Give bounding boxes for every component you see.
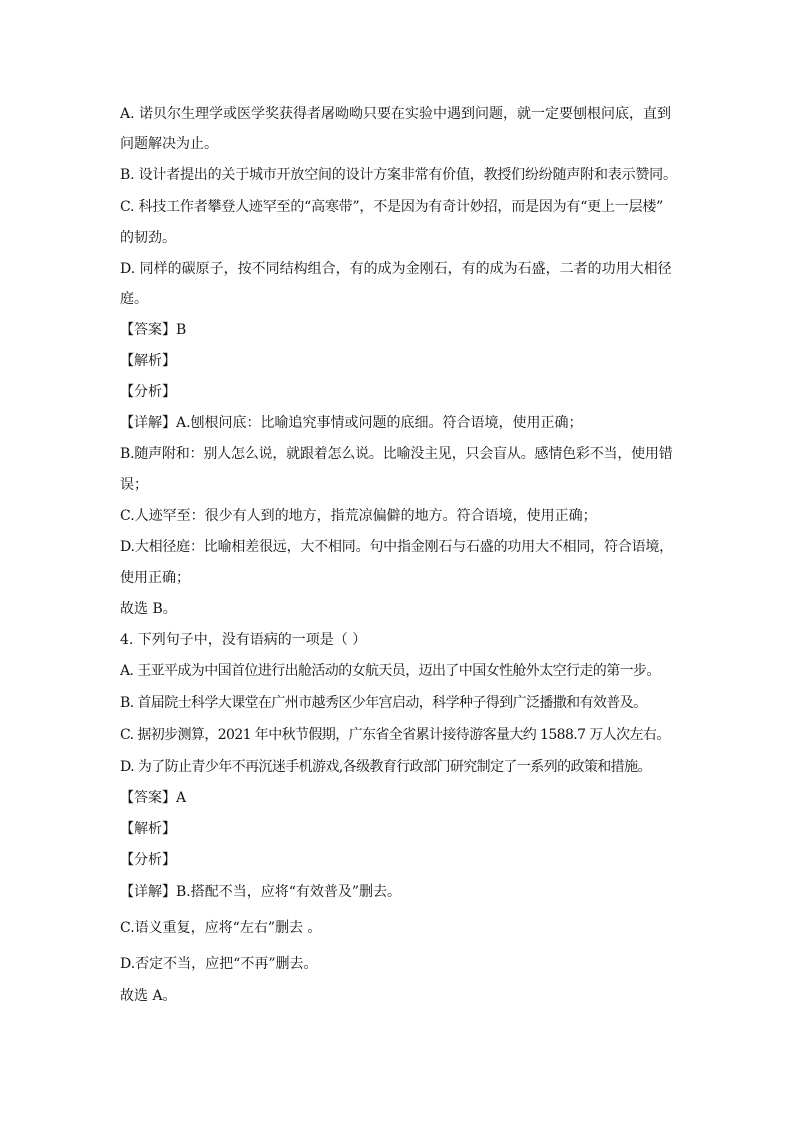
question-4-option-b: B. 首届院士科学大课堂在广州市越秀区少年宫启动，科学种子得到广泛播撒和有效普及。 — [120, 695, 647, 711]
detail-b-line-2: 误； — [120, 477, 148, 493]
fenxi-label: 【分析】 — [120, 384, 176, 400]
question-4-option-a: A. 王亚平成为中国首位进行出舱活动的女航天员，迈出了中国女性舱外太空行走的第一步。 — [120, 663, 660, 679]
analysis-label: 【解析】 — [120, 353, 176, 369]
detail-a: 【详解】A.刨根问底：比喻追究事情或问题的底细。符合语境，使用正确； — [120, 415, 583, 431]
question-4-option-d: D. 为了防止青少年不再沉迷手机游戏,各级教育行政部门研究制定了一系列的政策和措施。 — [120, 759, 651, 775]
option-a-line-2: 问题解决为止。 — [120, 136, 218, 152]
detail-c: C.人迹罕至：很少有人到的地方，指荒凉偏僻的地方。符合语境，使用正确； — [120, 508, 597, 524]
option-d-line-2: 庭。 — [120, 291, 148, 307]
question-4-option-c: C. 据初步测算，2021 年中秋节假期，广东省全省累计接待游客量大约 1588.7 万人次左右。 — [120, 727, 670, 743]
question-4-detail-d: D.否定不当，应把“不再”删去。 — [120, 956, 318, 972]
option-b: B. 设计者提出的关于城市开放空间的设计方案非常有价值，教授们纷纷随声附和表示赞同。 — [120, 167, 677, 183]
option-c-line-2: 的韧劲。 — [120, 230, 176, 246]
question-4-answer: 【答案】A — [120, 790, 187, 806]
question-4-conclusion: 故选 A。 — [120, 988, 177, 1004]
answer-label: 【答案】B — [120, 322, 187, 338]
detail-b-line-1: B.随声附和：别人怎么说，就跟着怎么说。比喻没主见，只会盲从。感情色彩不当，使用错 — [120, 446, 673, 462]
question-4-fenxi: 【分析】 — [120, 852, 176, 868]
question-4-analysis: 【解析】 — [120, 821, 176, 837]
option-a-line-1: A. 诺贝尔生理学或医学奖获得者屠呦呦只要在实验中遇到问题，就一定要刨根问底，直到 — [120, 106, 672, 122]
question-4-stem: 4. 下列句子中，没有语病的一项是（ ） — [120, 632, 367, 648]
option-c-line-1: C. 科技工作者攀登人迹罕至的“高寒带”，不是因为有奇计妙招，而是因为有“更上一层楼” — [120, 199, 664, 215]
question-4-detail-c: C.语义重复，应将“左右”删去 。 — [120, 920, 322, 936]
option-d-line-1: D. 同样的碳原子，按不同结构组合，有的成为金刚石，有的成为石盛，二者的功用大相径 — [120, 261, 672, 277]
question-4-detail-b: 【详解】B.搭配不当，应将“有效普及”删去。 — [120, 884, 402, 900]
conclusion: 故选 B。 — [120, 601, 177, 617]
detail-d-line-1: D.大相径庭：比喻相差很远，大不相同。句中指金刚石与石盛的功用大不相同，符合语境， — [120, 539, 673, 555]
detail-d-line-2: 使用正确； — [120, 570, 190, 586]
